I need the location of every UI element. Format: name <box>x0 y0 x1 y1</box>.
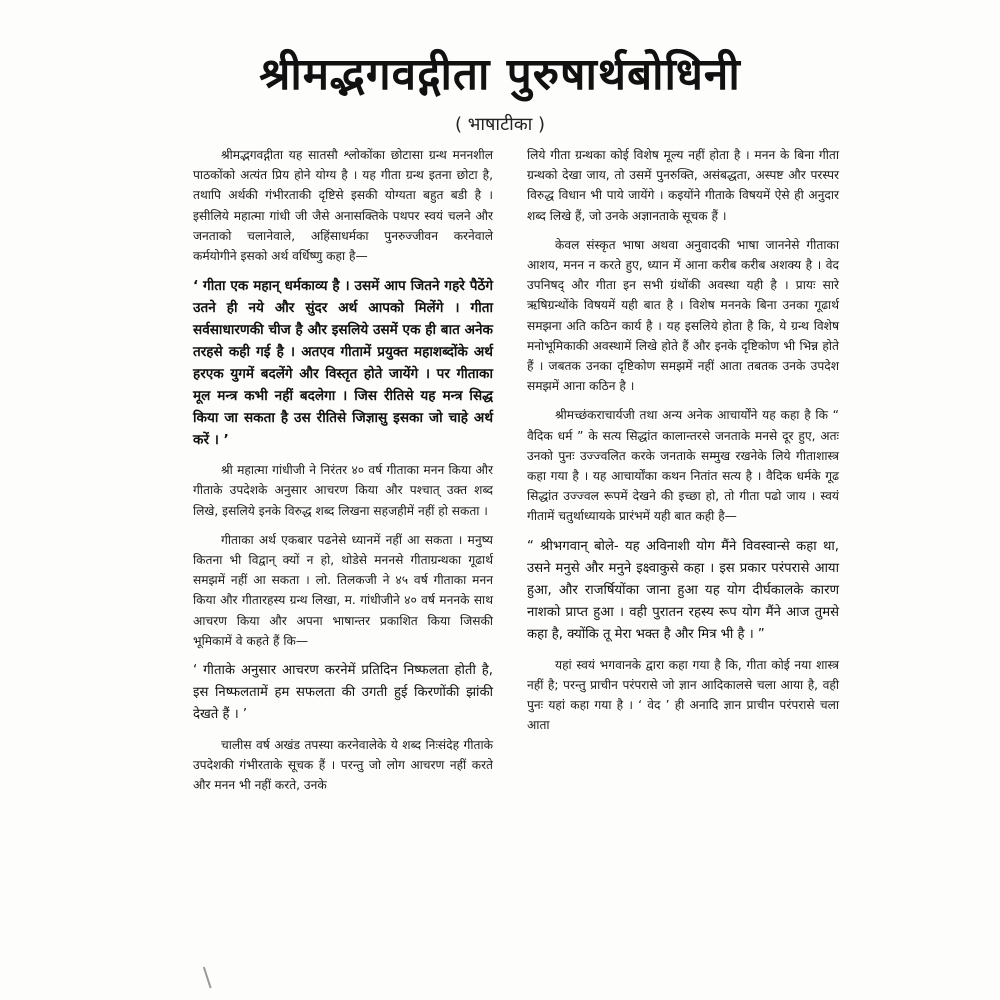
quote-paragraph: ‘ गीताके अनुसार आचरण करनेमें प्रतिदिन निष्फलता होती है, इस निष्फलतामें हम सफलता की उगती हुई किरणोंकी झांकी देखते हैं । ’ <box>193 663 493 723</box>
paragraph: श्री महात्मा गांधीजी ने निरंतर ४० वर्ष गीताका मनन किया और गीताके उपदेशके अनुसार आचरण किया और पश्चात् उक्त शब्द लिखे, इसलिये इनके विरुद्ध शब्द लिखना सहजहीमें नहीं हो सकता । <box>193 463 493 518</box>
quote-paragraph: ‘ गीता एक महान् धर्मकाव्य है । उसमें आप जितने गहरे पैठेंगे उतने ही नये और सुंदर अर्थ आपको मिलेंगे । गीता सर्वसाधारणकी चीज है और इसलिये उसमें एक ही बात अनेक तरहसे कही गई है । अतएव गीतामें प्रयुक्त महाशब्दोंके अर्थ हरएक युगमें बदलेंगे और विस्तृत होते जायेंगे । पर गीताका मूल मन्त्र कभी नहीं बदलेगा । जिस रीतिसे यह मन्त्र सिद्ध किया जा सकता है उस रीतिसे जिज्ञासु इसका जो चाहे अर्थ करें । ’ <box>193 278 493 449</box>
paragraph: श्रीमद्भगवद्गीता यह सातसौ श्लोकोंका छोटासा ग्रन्थ मननशील पाठकोंको अत्यंत प्रिय होने योग्य है । यह गीता ग्रन्थ इतना छोटा है, तथापि अर्थकी गंभीरताकी दृष्टिसे इसकी योग्यता बहुत बडी है । इसीलिये महात्मा गांधी जी जैसे अनासक्तिके पथपर स्वयं चलने और जनताको चलानेवाले, अहिंसाधर्मका पुनरुज्जीवन करनेवाले कर्मयोगीने इसको अर्थ वर्धिष्णु कहा है— <box>193 148 493 264</box>
right-column <box>527 145 839 744</box>
paragraph: गीताका अर्थ एकबार पढनेसे ध्यानमें नहीं आ सकता । मनुष्य कितना भी विद्वान् क्यों न हो, थोडेसे मननसे गीताग्रन्थका गूढार्थ समझमें नहीं आ सकता । लो. तिलकजी ने ४५ वर्ष गीताका मनन किया और गीतारहस्य ग्रन्थ लिखा, म. गांधीजीने ४० वर्ष मननके साथ आचरण किया और अपना भाषान्तर प्रकाशित किया जिसकी भूमिकामें वे कहते हैं कि— <box>193 532 493 648</box>
paragraph: केवल संस्कृत भाषा अथवा अनुवादकी भाषा जाननेसे गीताका आशय, मनन न करते हुए, ध्यान में आना करीब करीब अशक्य है । वेद उपनिषद् और गीता इन सभी ग्रंथोंकी अवस्था यही है । प्रायः सारे ऋषिग्रन्थोंके विषयमें यही बात है । विशेष मननके बिना उनका गूढार्थ समझना अति कठिन कार्य है । यह इसलिये होता है कि, ये ग्रन्थ विशेष मनोभूमिकाकी अवस्थामें लिखे होते हैं और इनके दृष्टिकोण भी भिन्न होते हैं । जबतक उनका दृष्टिकोण समझमें नहीं आता तबतक उनके उपदेश समझमें आना कठिन है । <box>527 237 839 394</box>
left-column <box>193 145 493 805</box>
page-subtitle: ( भाषाटीका ) <box>454 114 546 135</box>
stray-pencil-mark <box>203 964 221 989</box>
paragraph: चालीस वर्ष अखंड तपस्या करनेवालेके ये शब्द निःसंदेह गीताके उपदेशकी गंभीरताके सूचक हैं । परन्तु जो लोग आचरण नहीं करते और मनन भी नहीं करते, उनके <box>193 738 493 793</box>
paragraph: यहां स्वयं भगवानके द्वारा कहा गया है कि, गीता कोई नया शास्त्र नहीं है; परन्तु प्राचीन परंपरासे जो ज्ञान आदिकालसे चला आया है, वही पुनः यहां कहा गया है । ‘ वेद ’ ही अनादि ज्ञान प्राचीन परंपरासे चला आता <box>527 657 839 733</box>
paragraph: श्रीमच्छंकराचार्यजी तथा अन्य अनेक आचार्योंने यह कहा है कि “ वैदिक धर्म ” के सत्य सिद्धांत कालान्तरसे जनताके मनसे दूर हुए, अतः उनको पुनः उज्ज्वलित करके जनताके सम्मुख रखनेके लिये गीताशास्त्र कहा गया है । यह आचार्योंका कथन नितांत सत्य है । वैदिक धर्मके गूढ सिद्धांत उज्ज्वल रूपमें देखने की इच्छा हो, तो गीता पढो जाय । स्वयं गीतामें चतुर्थाध्यायके प्रारंभमें यही बात कही है— <box>527 408 839 524</box>
quote-paragraph: “ श्रीभगवान् बोले- यह अविनाशी योग मैंने विवस्वान्से कहा था, उसने मनुसे और मनुने इक्ष्वाकुसे कहा । इस प्रकार परंपरासे आया हुआ, और राजर्षियोंका जाना हुआ यह योग दीर्घकालके कारण नाशको प्राप्त हुआ । वही पुरातन रहस्य रूप योग मैंने आज तुमसे कहा है, क्योंकि तू मेरा भक्त है और मित्र भी है । ” <box>527 538 839 642</box>
paragraph: लिये गीता ग्रन्थका कोई विशेष मूल्य नहीं होता है । मनन के बिना गीता ग्रन्थको देखा जाय, तो उसमें पुनरुक्ति, असंबद्धता, अस्पष्ट और परस्पर विरुद्ध विधान भी पाये जायेंगे । कइयोंने गीताके विषयमें ऐसे ही अनुदार शब्द लिखे हैं, जो उनके अज्ञानताके सूचक हैं । <box>527 148 839 223</box>
page-title: श्रीमद्भगवद्गीता पुरुषार्थबोधिनी <box>259 49 741 100</box>
